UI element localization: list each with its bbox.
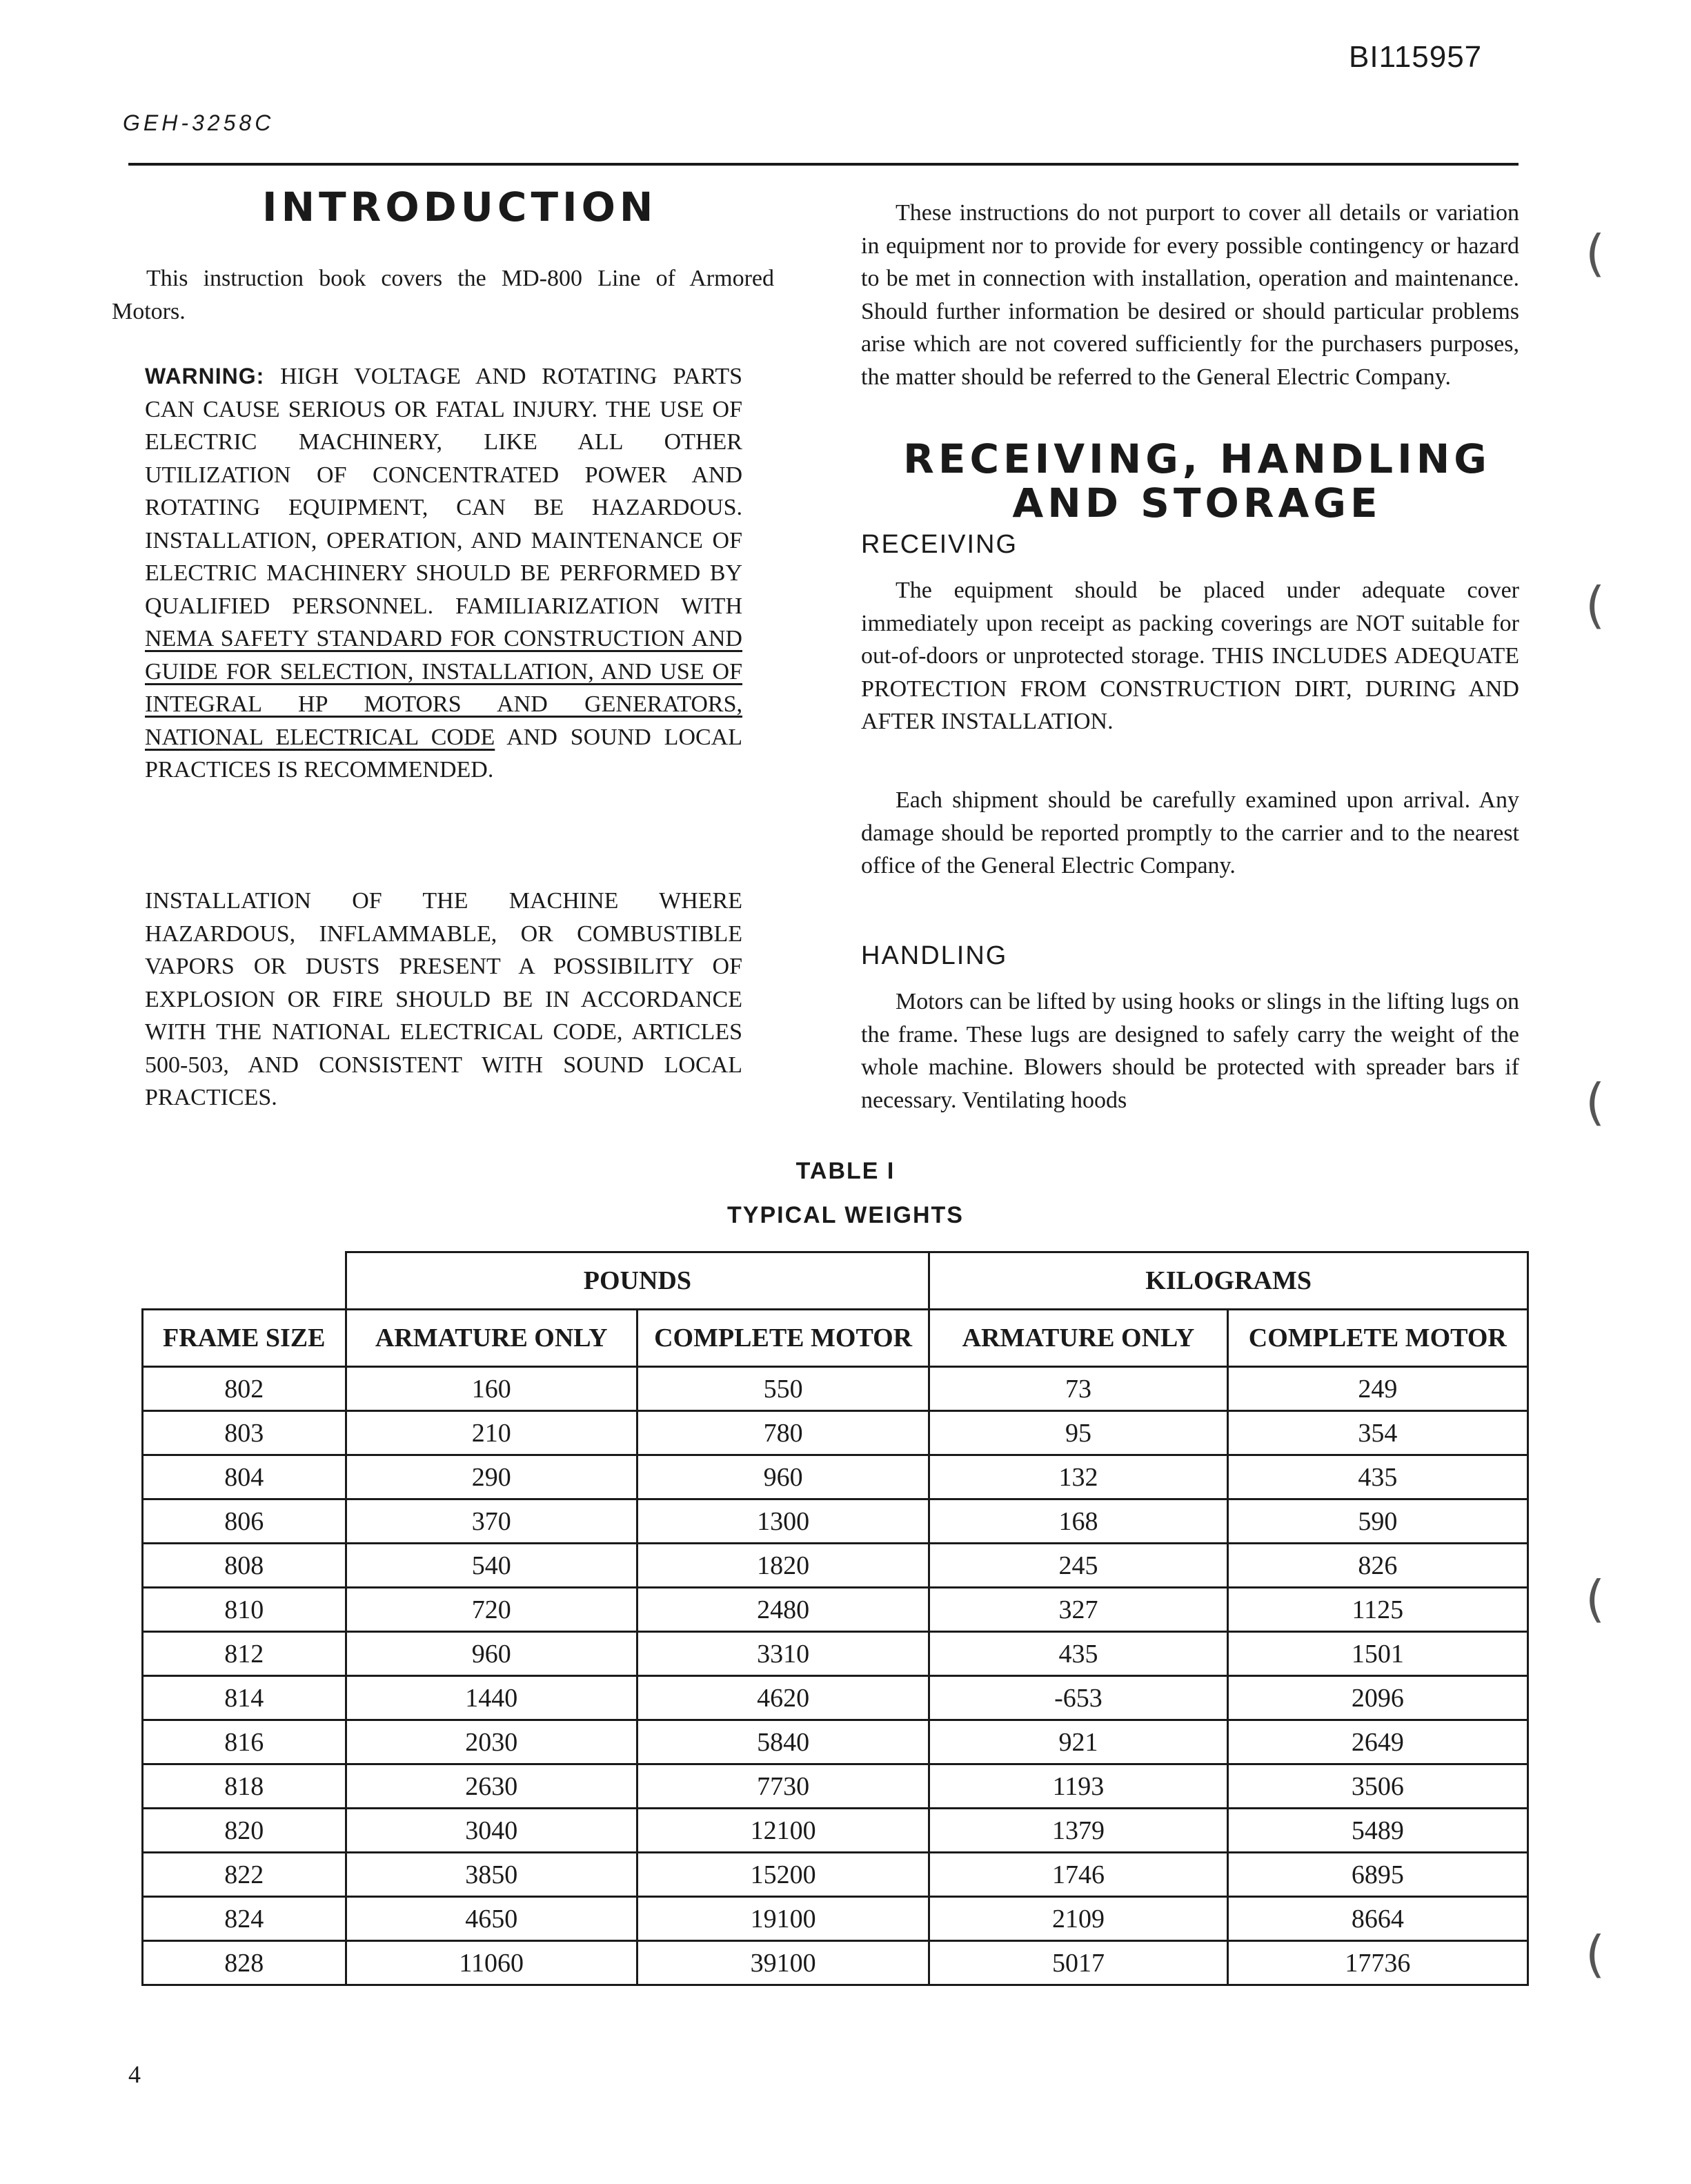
table-cell: 132 (929, 1455, 1227, 1499)
table-cell: 1820 (637, 1544, 929, 1588)
table-cell: 3310 (637, 1632, 929, 1676)
table-row (143, 1499, 1528, 1544)
table-row (143, 1941, 1528, 1985)
handling-paragraph: Motors can be lifted by using hooks or slings in the lifting lugs on the frame. These lugs are designed to safely carry the weight of the whole machine. Blowers should be protected with spreader bars if necessary. Ventilating hoods (861, 989, 1519, 1113)
table-cell: 960 (346, 1632, 637, 1676)
typical-weights-table (141, 1251, 1529, 1986)
table-row (143, 1897, 1528, 1941)
table-cell: 818 (143, 1764, 346, 1809)
table-cell: 1125 (1227, 1588, 1527, 1632)
table-row (143, 1588, 1528, 1632)
binder-hole-mark: ( (1585, 1570, 1605, 1628)
table-cell: 2649 (1227, 1720, 1527, 1764)
table-row (143, 1544, 1528, 1588)
introduction-heading: INTRODUCTION (262, 184, 657, 230)
table-cell: 3850 (346, 1853, 637, 1897)
document-id: BI115957 (1349, 40, 1483, 74)
table-cell: 4650 (346, 1897, 637, 1941)
page-number: 4 (128, 2060, 141, 2088)
table-cell: 17736 (1227, 1941, 1527, 1985)
table-cell: 249 (1227, 1367, 1527, 1411)
table-cell: 3506 (1227, 1764, 1527, 1809)
pounds-group-header: POUNDS (346, 1252, 929, 1310)
table-cell: 245 (929, 1544, 1227, 1588)
table-cell: 802 (143, 1367, 346, 1411)
warning-block (145, 360, 742, 787)
table-cell: 822 (143, 1853, 346, 1897)
table-cell: 804 (143, 1455, 346, 1499)
table-cell: 11060 (346, 1941, 637, 1985)
table-cell: 6895 (1227, 1853, 1527, 1897)
table-cell: 720 (346, 1588, 637, 1632)
table-cell: 1300 (637, 1499, 929, 1544)
binder-hole-mark: ( (1585, 1925, 1605, 1983)
table-cell: 5017 (929, 1941, 1227, 1985)
installation-warning: INSTALLATION OF THE MACHINE WHERE HAZARDOUS, INFLAMMABLE, OR COMBUSTIBLE VAPORS OR DUSTS PRESENT A POSSIBILITY OF EXPLOSION OR FIRE SHOULD BE IN ACCORDANCE WITH THE NATIONAL ELECTRICAL CODE, ARTICLES 500-503, AND CONSISTENT WITH SOUND LOCAL PRACTICES. (145, 888, 742, 1110)
table-row (143, 1764, 1528, 1809)
table-cell: 828 (143, 1941, 346, 1985)
warning-label: WARNING: (145, 364, 265, 388)
column-header: ARMATURE ONLY (346, 1310, 637, 1367)
table-cell: 806 (143, 1499, 346, 1544)
table-cell: 590 (1227, 1499, 1527, 1544)
table-cell: 812 (143, 1632, 346, 1676)
table-cell: 810 (143, 1588, 346, 1632)
group-header-row (143, 1252, 1528, 1310)
table-cell: 780 (637, 1411, 929, 1455)
table-cell: 39100 (637, 1941, 929, 1985)
table-cell: 2109 (929, 1897, 1227, 1941)
table-cell: 2096 (1227, 1676, 1527, 1720)
handling-subheading: HANDLING (861, 941, 1008, 970)
column-header: COMPLETE MOTOR (637, 1310, 929, 1367)
table-row (143, 1809, 1528, 1853)
binder-hole-mark: ( (1585, 224, 1605, 282)
heading-line-1: RECEIVING, HANDLING (903, 435, 1491, 482)
table-row (143, 1720, 1528, 1764)
table-row (143, 1676, 1528, 1720)
table-row (143, 1411, 1528, 1455)
table-row (143, 1455, 1528, 1499)
receiving-subheading: RECEIVING (861, 530, 1018, 559)
table-title: TABLE I (795, 1158, 896, 1184)
table-cell: 820 (143, 1809, 346, 1853)
table-cell: 19100 (637, 1897, 929, 1941)
table-cell: 1193 (929, 1764, 1227, 1809)
column-header-row (143, 1310, 1528, 1367)
table-row (143, 1853, 1528, 1897)
table-subtitle: TYPICAL WEIGHTS (727, 1202, 964, 1228)
table-cell: 7730 (637, 1764, 929, 1809)
table-cell: 540 (346, 1544, 637, 1588)
table-cell: 5489 (1227, 1809, 1527, 1853)
table-cell: 1746 (929, 1853, 1227, 1897)
table-cell: 73 (929, 1367, 1227, 1411)
table-cell: 2030 (346, 1720, 637, 1764)
table-cell: 1379 (929, 1809, 1227, 1853)
form-number: GEH-3258C (123, 110, 275, 135)
table-row (143, 1632, 1528, 1676)
table-cell: 3040 (346, 1809, 637, 1853)
warning-text-end: AND SOUND LOCAL PRACTICES IS RECOMMENDED. (145, 724, 742, 783)
column-header: FRAME SIZE (143, 1310, 346, 1367)
shipment-paragraph: Each shipment should be carefully examined upon arrival. Any damage should be reported promptly to the carrier and to the nearest office of the General Electric Company. (861, 787, 1519, 878)
table-cell: 2480 (637, 1588, 929, 1632)
table-body (143, 1367, 1528, 1985)
table-cell: 327 (929, 1588, 1227, 1632)
table-cell: 12100 (637, 1809, 929, 1853)
table-cell: 160 (346, 1367, 637, 1411)
table-cell: 921 (929, 1720, 1227, 1764)
table-cell: 435 (1227, 1455, 1527, 1499)
binder-hole-mark: ( (1585, 576, 1605, 634)
table-cell: 4620 (637, 1676, 929, 1720)
receiving-handling-storage-heading (869, 437, 1525, 525)
table-cell: 826 (1227, 1544, 1527, 1588)
binder-hole-mark: ( (1585, 1073, 1605, 1131)
table-cell: 95 (929, 1411, 1227, 1455)
table-cell: 354 (1227, 1411, 1527, 1455)
table-cell: 5840 (637, 1720, 929, 1764)
table-cell: 370 (346, 1499, 637, 1544)
receiving-paragraph: The equipment should be placed under adequate cover immediately upon receipt as packing coverings are NOT suitable for out-of-doors or unprotected storage. THIS INCLUDES ADEQUATE PROTECTION FROM CONSTRUCTION DIRT, DURING AND AFTER INSTALLATION. (861, 578, 1519, 734)
warning-standard-reference: NEMA SAFETY STANDARD FOR CONSTRUCTION AND GUIDE FOR SELECTION, INSTALLATION, AND USE OF INTEGRAL HP MOTORS AND GENERATORS, NATIONAL ELECTRICAL CODE (145, 626, 742, 750)
heading-line-2: AND STORAGE (1012, 480, 1382, 527)
table-cell: 2630 (346, 1764, 637, 1809)
table-cell: 435 (929, 1632, 1227, 1676)
blank-header-cell (143, 1252, 346, 1310)
column-header: ARMATURE ONLY (929, 1310, 1227, 1367)
table-cell: 1501 (1227, 1632, 1527, 1676)
table-cell: 824 (143, 1897, 346, 1941)
table-cell: 8664 (1227, 1897, 1527, 1941)
table-cell: -653 (929, 1676, 1227, 1720)
warning-text: HIGH VOLTAGE AND ROTATING PARTS CAN CAUSE SERIOUS OR FATAL INJURY. THE USE OF ELECTRIC MACHINERY, LIKE ALL OTHER UTILIZATION OF CONCENTRATED POWER AND ROTATING EQUIPMENT, CAN BE HAZARDOUS. INSTALLATION, OPERATION, AND MAINTENANCE OF ELECTRIC MACHINERY SHOULD BE PERFORMED BY QUALIFIED PERSONNEL. FAMILIARIZATION WITH (145, 364, 742, 619)
table-cell: 808 (143, 1544, 346, 1588)
header-rule (128, 163, 1519, 166)
scope-paragraph: These instructions do not purport to cover all details or variation in equipment nor to provide for every possible contingency or hazard to be met in connection with installation, operation and maintenance. Should further information be desired or should particular problems arise which are not covered sufficiently for the purchasers purposes, the matter should be referred to the General Electric Company. (861, 200, 1519, 390)
table-cell: 803 (143, 1411, 346, 1455)
table-cell: 210 (346, 1411, 637, 1455)
table-cell: 168 (929, 1499, 1227, 1544)
table-cell: 15200 (637, 1853, 929, 1897)
table-row (143, 1367, 1528, 1411)
introduction-paragraph: This instruction book covers the MD-800 Line of Armored Motors. (112, 266, 774, 324)
table-cell: 814 (143, 1676, 346, 1720)
kilograms-group-header: KILOGRAMS (929, 1252, 1528, 1310)
table-cell: 290 (346, 1455, 637, 1499)
table-cell: 1440 (346, 1676, 637, 1720)
table-cell: 816 (143, 1720, 346, 1764)
table-cell: 960 (637, 1455, 929, 1499)
table-cell: 550 (637, 1367, 929, 1411)
column-header: COMPLETE MOTOR (1227, 1310, 1527, 1367)
